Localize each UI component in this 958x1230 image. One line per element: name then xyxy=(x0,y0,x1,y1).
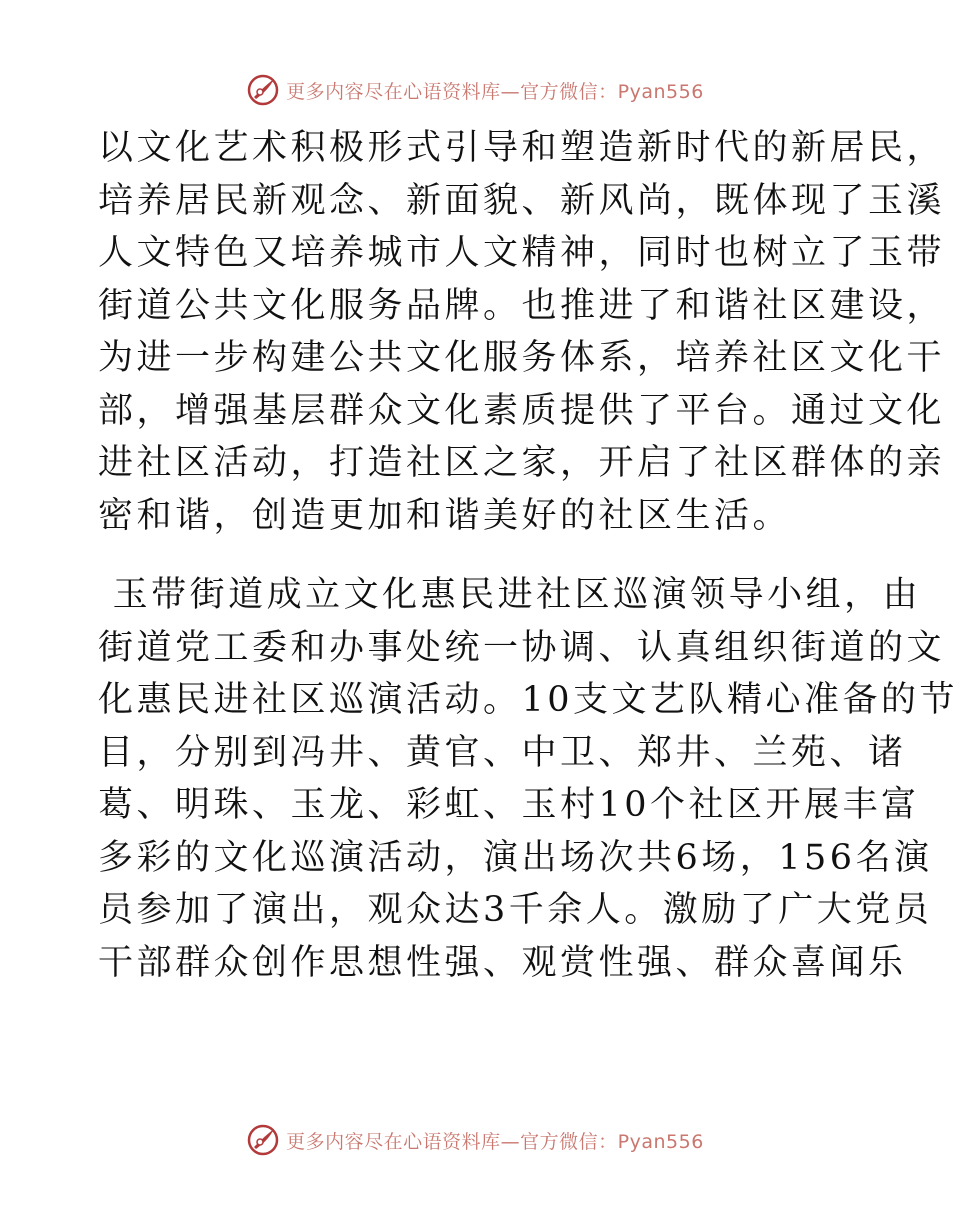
paragraph-spacer xyxy=(98,542,858,569)
header-watermark-banner xyxy=(0,70,950,110)
text-line: 部，增强基层群众文化素质提供了平台。通过文化 xyxy=(98,390,946,431)
footer-watermark-banner xyxy=(0,1120,950,1160)
text-line: 玉带街道成立文化惠民进社区巡演领导小组，由 xyxy=(98,575,922,615)
paragraph-1 xyxy=(98,122,946,542)
watermark-text: 更多内容尽在心语资料库—官方微信：Pyan556 xyxy=(286,80,704,103)
text-line: 进社区活动，打造社区之家，开启了社区群体的亲 xyxy=(98,443,946,483)
text-line: 街道公共文化服务品牌。也推进了和谐社区建设， xyxy=(98,285,946,326)
text-line: 化惠民进社区巡演活动。10支文艺队精心准备的节 xyxy=(98,680,958,720)
text-line: 葛、明珠、玉龙、彩虹、玉村10个社区开展丰富 xyxy=(98,785,920,825)
text-line: 干部群众创作思想性强、观赏性强、群众喜闻乐 xyxy=(98,942,907,983)
text-line: 目，分别到冯井、黄官、中卫、郑井、兰苑、诸 xyxy=(98,732,907,773)
text-line: 为进一步构建公共文化服务体系，培养社区文化干 xyxy=(98,338,946,378)
text-line: 多彩的文化巡演活动，演出场次共6场，156名演 xyxy=(98,837,933,878)
text-line: 人文特色又培养城市人文精神，同时也树立了玉带 xyxy=(98,233,946,273)
text-line: 培养居民新观念、新面貌、新风尚，既体现了玉溪 xyxy=(98,180,946,221)
quill-seal-icon xyxy=(246,1123,280,1157)
text-line: 密和谐，创造更加和谐美好的社区生活。 xyxy=(98,495,792,536)
text-line: 以文化艺术积极形式引导和塑造新时代的新居民， xyxy=(98,128,946,168)
text-line: 员参加了演出，观众达3千余人。激励了广大党员 xyxy=(98,890,933,930)
paragraph-2 xyxy=(98,569,958,989)
watermark-text: 更多内容尽在心语资料库—官方微信：Pyan556 xyxy=(286,1130,704,1153)
quill-seal-icon xyxy=(246,73,280,107)
text-line: 街道党工委和办事处统一协调、认真组织街道的文 xyxy=(98,627,946,668)
document-body xyxy=(98,122,958,989)
